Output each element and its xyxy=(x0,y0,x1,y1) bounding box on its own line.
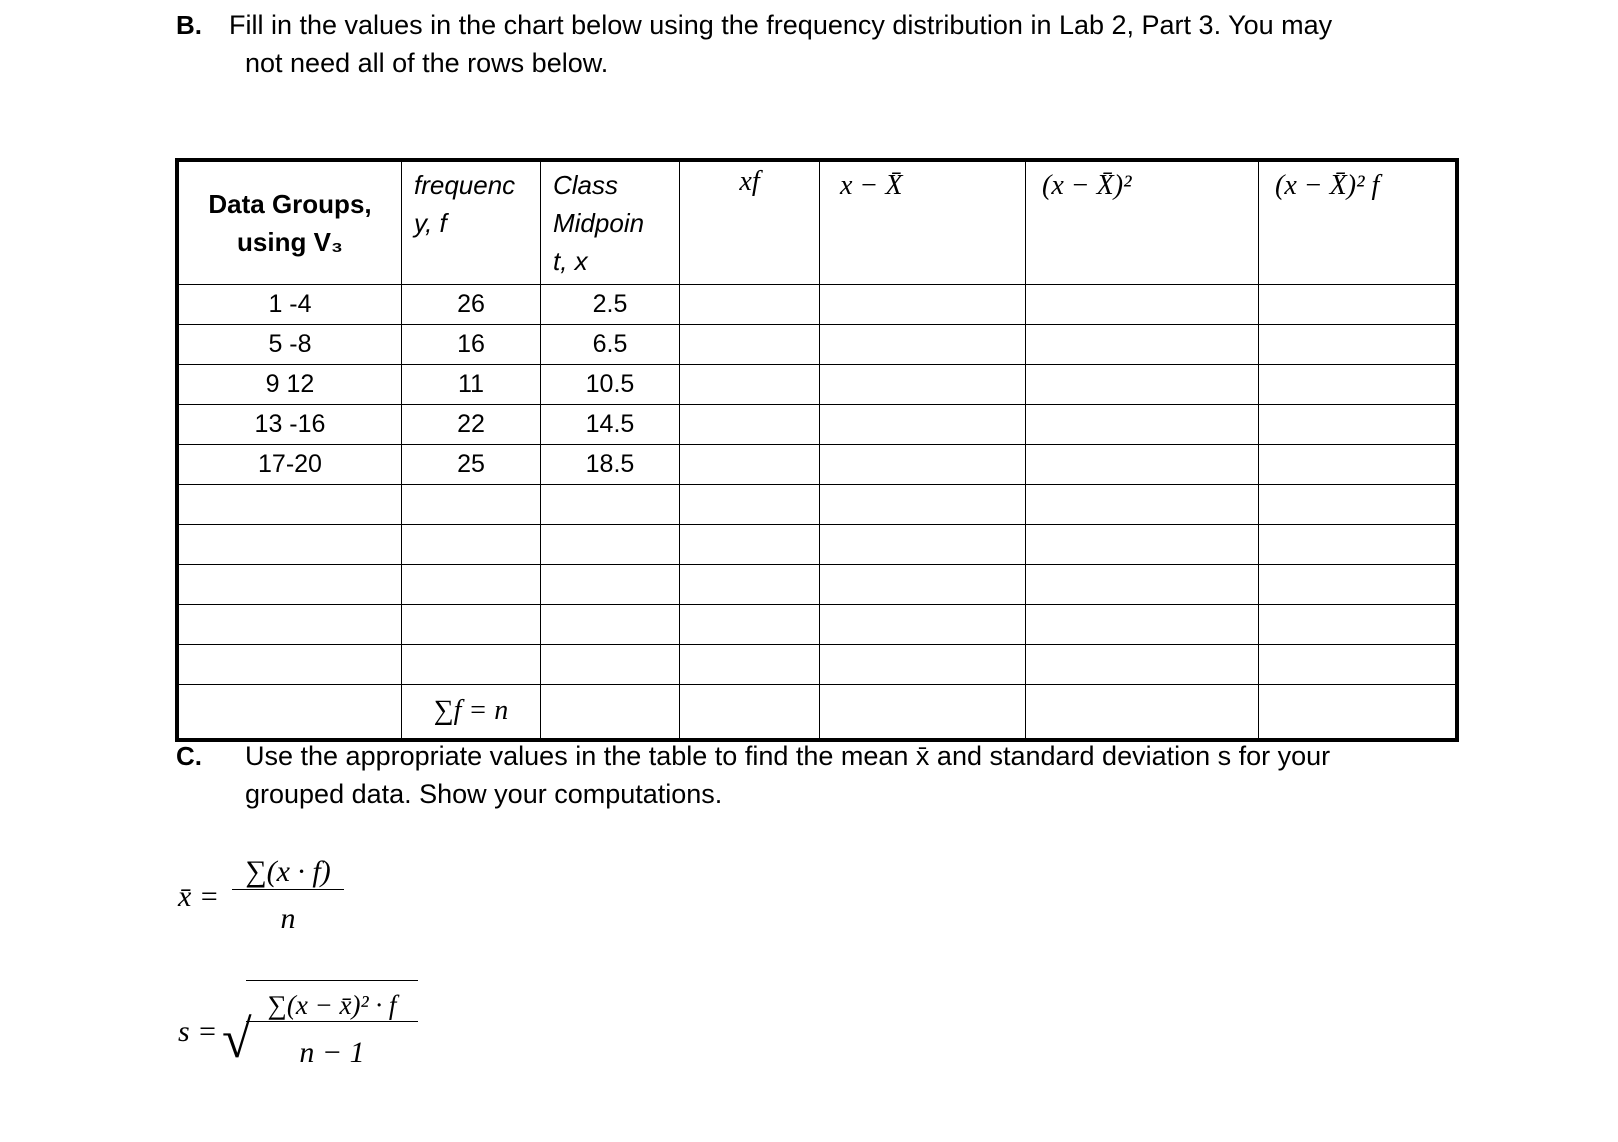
cell-f: 11 xyxy=(402,365,541,405)
sd-formula-denominator: n − 1 xyxy=(299,1036,365,1069)
empty-cell[interactable] xyxy=(1259,645,1458,685)
empty-cell[interactable] xyxy=(402,485,541,525)
cell-group: 5 -8 xyxy=(177,325,402,365)
empty-cell[interactable] xyxy=(820,645,1026,685)
frequency-table xyxy=(175,158,1459,742)
empty-cell[interactable] xyxy=(680,445,820,485)
mean-formula-numerator: ∑(x · f) xyxy=(232,855,344,890)
empty-cell[interactable] xyxy=(680,645,820,685)
empty-cell[interactable] xyxy=(541,485,680,525)
empty-cell[interactable] xyxy=(680,605,820,645)
cell-x: 18.5 xyxy=(541,445,680,485)
header-weighted-squared-deviation: (x − X̄)² f xyxy=(1259,160,1458,285)
empty-cell[interactable] xyxy=(820,525,1026,565)
empty-cell[interactable] xyxy=(1026,325,1259,365)
empty-cell[interactable] xyxy=(820,285,1026,325)
sqrt-bar xyxy=(246,980,418,981)
empty-cell[interactable] xyxy=(177,525,402,565)
cell-group: 17-20 xyxy=(177,445,402,485)
sum-f-label: ∑f = n xyxy=(402,685,541,740)
sqrt-icon: √ xyxy=(222,1009,252,1069)
sd-formula-numerator: ∑(x − x̄)² · f xyxy=(246,990,418,1022)
empty-cell[interactable] xyxy=(1259,605,1458,645)
empty-cell[interactable] xyxy=(402,565,541,605)
empty-cell[interactable] xyxy=(820,565,1026,605)
section-b-line2: not need all of the rows below. xyxy=(245,48,609,78)
empty-cell[interactable] xyxy=(820,325,1026,365)
cell-x: 10.5 xyxy=(541,365,680,405)
empty-cell[interactable] xyxy=(820,365,1026,405)
sd-formula-lhs: s = xyxy=(178,1015,218,1048)
empty-cell[interactable] xyxy=(1259,365,1458,405)
cell-f: 26 xyxy=(402,285,541,325)
empty-cell[interactable] xyxy=(1259,485,1458,525)
empty-cell[interactable] xyxy=(1026,525,1259,565)
table-row xyxy=(177,285,1457,325)
empty-cell[interactable] xyxy=(680,365,820,405)
header-frequency: frequenc y, f xyxy=(402,160,541,285)
empty-cell[interactable] xyxy=(541,565,680,605)
empty-cell[interactable] xyxy=(1026,605,1259,645)
empty-cell[interactable] xyxy=(402,645,541,685)
sum-row xyxy=(177,685,1457,740)
section-c-line1: Use the appropriate values in the table to find the mean x̄ and standard deviation s for your xyxy=(245,741,1331,771)
table-row xyxy=(177,365,1457,405)
header-data-groups: Data Groups, using V₃ xyxy=(177,160,402,285)
empty-cell[interactable] xyxy=(1259,565,1458,605)
empty-cell[interactable] xyxy=(820,405,1026,445)
cell-x: 2.5 xyxy=(541,285,680,325)
mean-formula-lhs: x̄ = xyxy=(178,880,220,913)
empty-cell[interactable] xyxy=(1026,485,1259,525)
table-row xyxy=(177,525,1457,565)
cell-group: 1 -4 xyxy=(177,285,402,325)
header-xf: xf xyxy=(680,160,820,285)
cell-group: 13 -16 xyxy=(177,405,402,445)
empty-cell[interactable] xyxy=(402,605,541,645)
empty-cell[interactable] xyxy=(541,605,680,645)
cell-x: 6.5 xyxy=(541,325,680,365)
section-c-letter: C. xyxy=(176,741,202,771)
header-midpoint: Class Midpoin t, x xyxy=(541,160,680,285)
cell-f: 16 xyxy=(402,325,541,365)
empty-cell[interactable] xyxy=(1259,445,1458,485)
empty-cell[interactable] xyxy=(1026,285,1259,325)
empty-cell[interactable] xyxy=(680,485,820,525)
table-row xyxy=(177,325,1457,365)
empty-cell[interactable] xyxy=(1026,365,1259,405)
empty-cell[interactable] xyxy=(680,525,820,565)
empty-cell[interactable] xyxy=(680,565,820,605)
empty-cell[interactable] xyxy=(820,485,1026,525)
empty-cell[interactable] xyxy=(402,525,541,565)
section-c-line2: grouped data. Show your computations. xyxy=(245,779,723,809)
empty-cell[interactable] xyxy=(177,605,402,645)
empty-cell[interactable] xyxy=(1259,525,1458,565)
table-row xyxy=(177,445,1457,485)
table-row xyxy=(177,605,1457,645)
empty-cell[interactable] xyxy=(177,645,402,685)
header-squared-deviation: (x − X̄)² xyxy=(1026,160,1259,285)
empty-cell[interactable] xyxy=(680,325,820,365)
empty-cell[interactable] xyxy=(820,445,1026,485)
empty-cell[interactable] xyxy=(541,645,680,685)
mean-formula-denominator: n xyxy=(280,902,296,935)
empty-cell[interactable] xyxy=(1259,325,1458,365)
section-b-line1: Fill in the values in the chart below using the frequency distribution in Lab 2, Part 3. You may xyxy=(229,10,1333,40)
empty-cell[interactable] xyxy=(177,485,402,525)
table-row xyxy=(177,485,1457,525)
empty-cell[interactable] xyxy=(1026,405,1259,445)
section-b-letter: B. xyxy=(176,10,202,40)
empty-cell[interactable] xyxy=(680,285,820,325)
empty-cell[interactable] xyxy=(541,525,680,565)
empty-cell[interactable] xyxy=(1259,285,1458,325)
header-x-minus-mean: x − X̄ xyxy=(820,160,1026,285)
empty-cell[interactable] xyxy=(1026,645,1259,685)
table-row xyxy=(177,405,1457,445)
empty-cell[interactable] xyxy=(1026,565,1259,605)
empty-cell[interactable] xyxy=(1026,445,1259,485)
cell-group: 9 12 xyxy=(177,365,402,405)
cell-f: 22 xyxy=(402,405,541,445)
empty-cell[interactable] xyxy=(820,605,1026,645)
empty-cell[interactable] xyxy=(1259,405,1458,445)
empty-cell[interactable] xyxy=(680,405,820,445)
table-row xyxy=(177,565,1457,605)
cell-f: 25 xyxy=(402,445,541,485)
cell-x: 14.5 xyxy=(541,405,680,445)
empty-cell[interactable] xyxy=(177,565,402,605)
table-row xyxy=(177,645,1457,685)
